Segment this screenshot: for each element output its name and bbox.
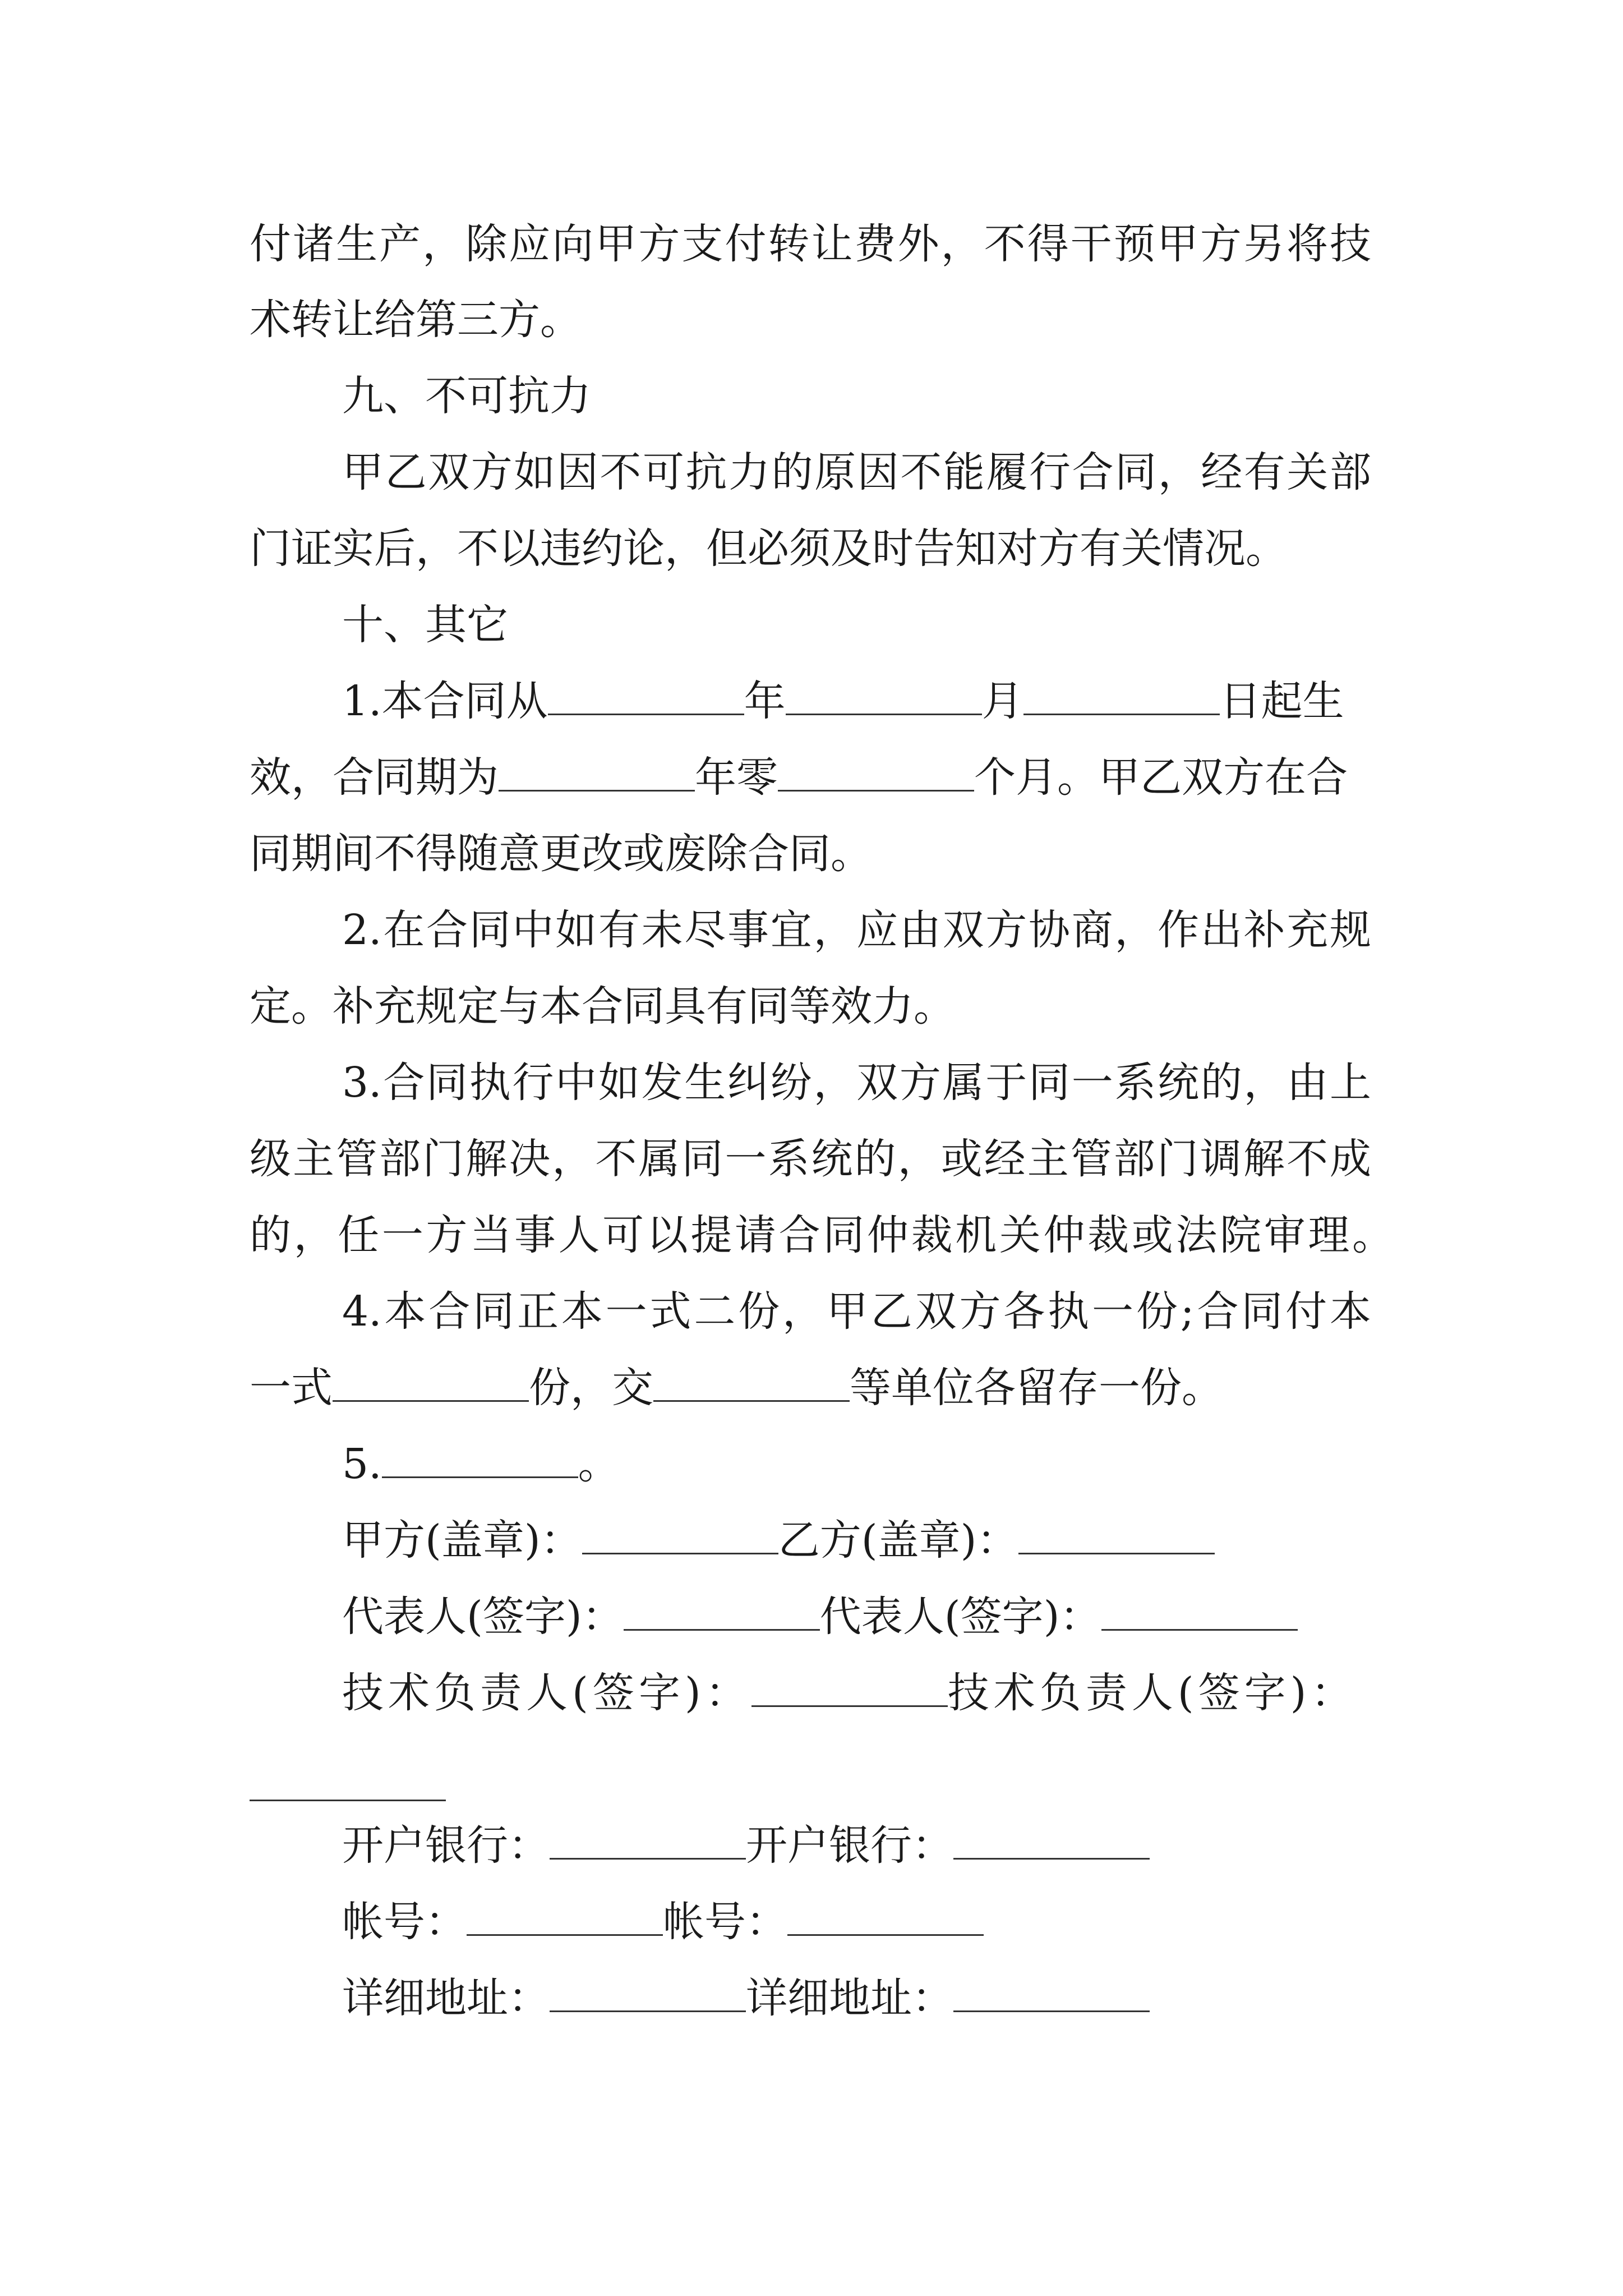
paragraph-line: 门证实后，不以违约论，但必须及时告知对方有关情况。 [250, 524, 1287, 573]
account-row: 帐号： 帐号： [342, 1894, 984, 1950]
seal-row: 甲方(盖章)： 乙方(盖章)： [342, 1512, 1215, 1568]
term-years-blank[interactable] [499, 751, 695, 792]
party-b-bank-blank[interactable] [953, 1819, 1150, 1860]
clause-1-line-1: 1.本合同从 年 月 日起生 [342, 673, 1344, 729]
clause-4-line-2: 一式 份，交 等单位各留存一份。 [250, 1360, 1223, 1416]
clause-5: 5. 。 [342, 1436, 620, 1492]
party-b-technical-lead-blank[interactable] [250, 1800, 446, 1801]
party-a-representative-blank[interactable] [624, 1590, 820, 1631]
year-blank[interactable] [548, 674, 744, 715]
clause-3-line-3: 的，任一方当事人可以提请合同仲裁机关仲裁或法院审理。 [250, 1211, 1394, 1259]
technical-lead-row: 技术负责人(签字)： 技术负责人(签字)： [342, 1665, 1357, 1721]
clause-2-line-1: 2.在合同中如有未尽事宜，应由双方协商，作出补充规 [342, 906, 1371, 954]
clause-3-line-1: 3.合同执行中如发生纠纷，双方属于同一系统的，由上 [342, 1059, 1371, 1107]
section-heading-others: 十、其它 [342, 601, 508, 649]
term-months-blank[interactable] [778, 751, 974, 792]
month-blank[interactable] [786, 674, 982, 715]
clause-1-line-2: 效，合同期为 年零 个月。甲乙双方在合 [250, 749, 1348, 806]
section-heading-force-majeure: 九、不可抗力 [342, 372, 591, 420]
paragraph-line: 术转让给第三方。 [250, 296, 582, 344]
recipient-blank[interactable] [653, 1361, 850, 1402]
representative-row: 代表人(签字)： 代表人(签字)： [342, 1589, 1298, 1645]
clause-1-line-3: 同期间不得随意更改或废除合同。 [250, 830, 872, 878]
clause-5-blank[interactable] [382, 1437, 578, 1478]
copies-blank[interactable] [333, 1361, 529, 1402]
party-a-account-blank[interactable] [467, 1895, 663, 1936]
paragraph-line: 甲乙双方如因不可抗力的原因不能履行合同，经有关部 [342, 448, 1371, 496]
clause-4-line-1: 4.本合同正本一式二份，甲乙双方各执一份;合同付本 [342, 1287, 1371, 1336]
bank-row: 开户银行： 开户银行： [342, 1818, 1150, 1874]
clause-2-line-2: 定。补充规定与本合同具有同等效力。 [250, 982, 955, 1030]
party-b-account-blank[interactable] [787, 1895, 984, 1936]
clause-3-line-2: 级主管部门解决，不属同一系统的，或经主管部门调解不成 [250, 1135, 1371, 1183]
address-row: 详细地址： 详细地址： [342, 1970, 1150, 2026]
party-a-bank-blank[interactable] [550, 1819, 746, 1860]
party-a-seal-blank[interactable] [582, 1513, 778, 1554]
party-a-technical-lead-blank[interactable] [751, 1666, 948, 1707]
party-a-address-blank[interactable] [550, 1971, 746, 2012]
party-b-representative-blank[interactable] [1101, 1590, 1298, 1631]
party-b-address-blank[interactable] [953, 1971, 1150, 2012]
paragraph-line: 付诸生产，除应向甲方支付转让费外，不得干预甲方另将技 [250, 220, 1371, 268]
party-b-seal-blank[interactable] [1018, 1513, 1215, 1554]
day-blank[interactable] [1023, 674, 1220, 715]
